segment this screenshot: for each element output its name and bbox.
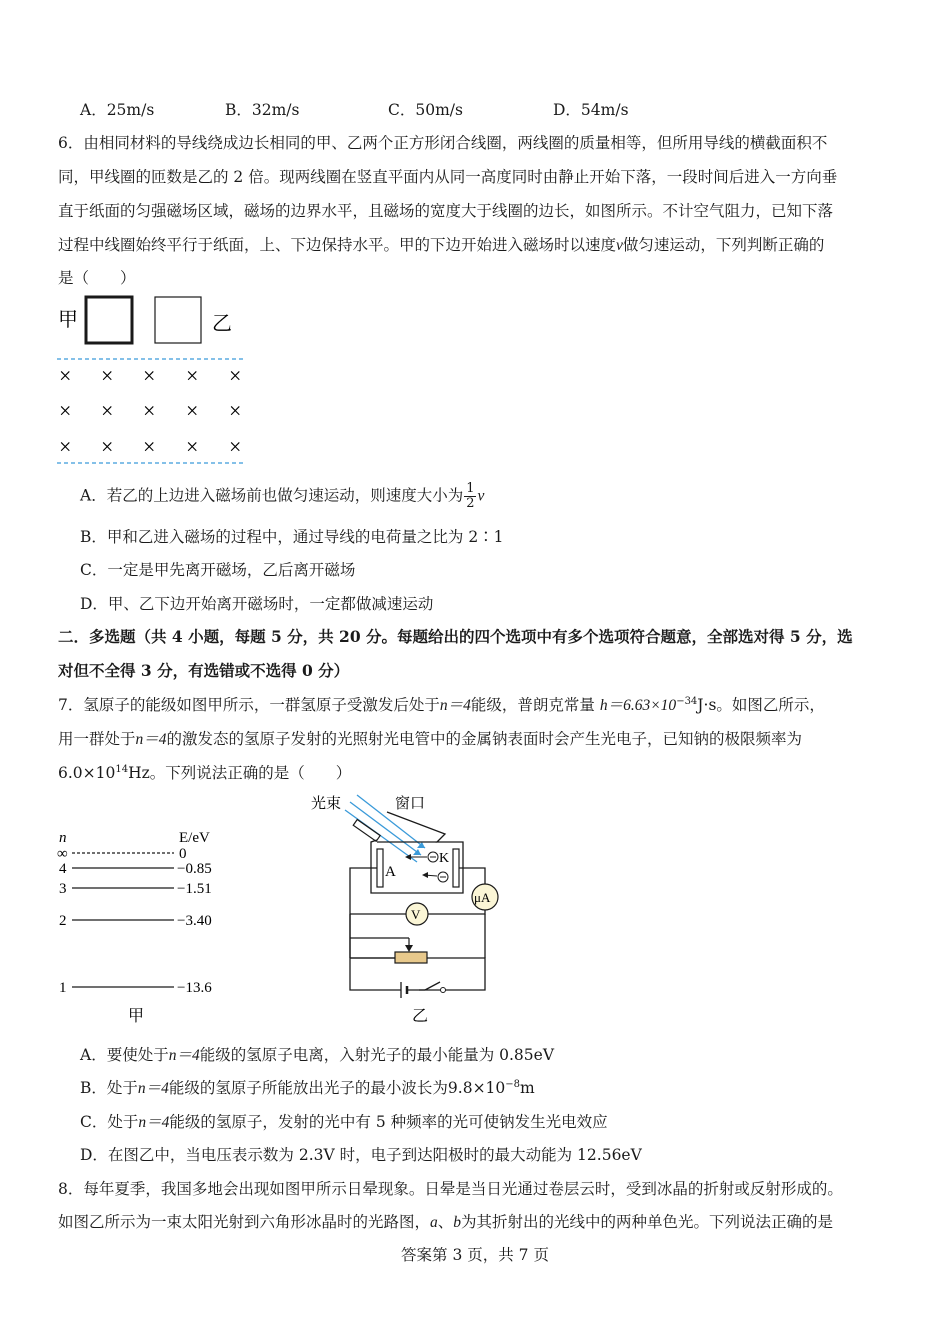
light-b: b: [453, 1214, 462, 1231]
q6-line-4-text: 过程中线圈始终平行于纸面，上、下边保持水平。甲的下边开始进入磁场时以速度: [58, 236, 617, 254]
q7-option-d: D．在图乙中，当电压表示数为 2.3V 时，电子到达阳极时的最大动能为 12.56eV: [80, 1146, 642, 1164]
diagram-caption-yi: 乙: [412, 1008, 429, 1025]
field-mark: ×: [229, 398, 242, 423]
planck-unit: J·s: [697, 696, 717, 714]
q8-line-2-a: 如图乙所示为一束太阳光射到六角形冰晶时的光路图，: [58, 1213, 431, 1231]
field-mark: ×: [186, 434, 199, 459]
q7-line-1-c: 。如图乙所示，: [716, 696, 825, 714]
q7-line-1-a: 7．氢原子的能级如图甲所示，一群氢原子受激发后处于: [58, 696, 440, 714]
n-equals-4: n＝4: [135, 731, 167, 748]
switch: [425, 982, 440, 990]
diagram-caption-jia: 甲: [128, 1008, 145, 1025]
q6-line-1: 6．由相同材料的导线绕成边长相同的甲、乙两个正方形闭合线圈，两线圈的质量相等，但所用导线的横截面积不: [58, 134, 828, 152]
fraction-denominator: 2: [466, 496, 475, 511]
cathode-label: K: [439, 851, 450, 866]
energy-axis-label: E/eV: [179, 830, 210, 846]
n-axis-label: n: [59, 830, 67, 846]
planck-exponent: −34: [676, 695, 698, 707]
q7-line-2-b: 的激发态的氢原子发射的光照射光电管中的金属钠表面时会产生光电子，已知钠的极限频率为: [166, 730, 803, 748]
window-label: 窗口: [395, 796, 426, 812]
q7-option-c-1: C．处于: [80, 1113, 139, 1131]
planck-constant: h＝6.63×10: [599, 697, 677, 714]
field-mark: ×: [186, 398, 199, 423]
coil-jia: [86, 297, 132, 343]
coil-yi: [155, 297, 201, 343]
circuit-wires: [350, 868, 485, 990]
photoelectric-circuit: [305, 790, 510, 1030]
q8-line-2-b: 为其折射出的光线中的两种单色光。下列说法正确的是: [461, 1213, 834, 1231]
field-mark: ×: [101, 398, 114, 423]
q5-option-d: D．54m/s: [553, 101, 629, 119]
coil-label-jia: 甲: [58, 309, 78, 331]
q7-option-b-1: B．处于: [80, 1079, 138, 1097]
light-beam-label: 光束: [311, 796, 342, 812]
field-mark: ×: [59, 434, 72, 459]
q8-line-2: [58, 1210, 833, 1232]
q6-line-2: 同，甲线圈的匝数是乙的 2 倍。现两线圈在竖直平面内从同一高度同时由静止开始下落，一段时间后进入一方向垂: [58, 168, 838, 186]
field-mark: ×: [59, 398, 72, 423]
q7-line-3: [58, 761, 351, 783]
q7-option-c-2: 能级的氢原子，发射的光中有 5 种频率的光可使钠发生光电效应: [169, 1113, 608, 1131]
field-mark: ×: [101, 434, 114, 459]
level-n-4: 4: [59, 861, 67, 877]
q7-option-a-1: A．要使处于: [80, 1046, 169, 1064]
rheostat: [395, 952, 427, 963]
field-mark: ×: [229, 363, 242, 388]
microammeter-label: μA: [474, 890, 491, 905]
light-a: a: [430, 1214, 438, 1231]
q6-line-4: [58, 233, 824, 255]
q6-option-a: [80, 482, 484, 511]
q7-option-b: [80, 1076, 535, 1098]
q7-line-1: [58, 693, 825, 715]
q5-option-b: B．32m/s: [225, 101, 300, 119]
q6-option-b: B．甲和乙进入磁场的过程中，通过导线的电荷量之比为 2∶1: [80, 528, 504, 546]
level-n-2: 2: [59, 913, 67, 929]
q7-line-2-a: 用一群处于: [58, 730, 136, 748]
n-equals-4: n＝4: [137, 1080, 169, 1097]
section2-heading-2: 对但不全得 3 分，有选错或不选得 0 分）: [58, 661, 350, 680]
q6-line-4-tail: 做匀速运动，下列判断正确的: [622, 236, 825, 254]
level-4-energy: −0.85: [177, 861, 212, 877]
section2-heading-1: 二．多选题（共 4 小题，每题 5 分，共 20 分。每题给出的四个选项中有多个选项符合题意，全部选对得 5 分，选: [58, 627, 853, 646]
frequency-unit: Hz: [128, 764, 150, 782]
field-mark: ×: [101, 363, 114, 388]
voltmeter-label: V: [411, 907, 421, 922]
level-3-energy: −1.51: [177, 881, 212, 897]
field-mark: ×: [186, 363, 199, 388]
field-mark: ×: [143, 398, 156, 423]
n-equals-4: n＝4: [138, 1114, 170, 1131]
n-equals-4: n＝4: [439, 697, 471, 714]
level-n-inf: ∞: [57, 846, 68, 862]
q6-line-5: 是（ ）: [58, 269, 136, 287]
coil-label-yi: 乙: [212, 313, 232, 335]
q5-option-a: A．25m/s: [80, 101, 155, 119]
switch-contact: [441, 988, 446, 993]
q5-option-c: C．50m/s: [388, 101, 463, 119]
level-1-energy: −13.6: [177, 980, 212, 996]
level-n-3: 3: [59, 881, 67, 897]
wavelength-unit: m: [520, 1079, 535, 1097]
energy-level-diagram: [52, 825, 232, 1030]
separator: 、: [437, 1213, 454, 1231]
sodium-frequency: 6.0×10: [58, 764, 116, 782]
q6-figure: [55, 293, 255, 468]
q7-line-2: [58, 727, 802, 749]
level-n-1: 1: [59, 980, 67, 996]
frequency-exponent: 14: [115, 763, 129, 775]
q6-option-a-text: A．若乙的上边进入磁场前也做匀速运动，则速度大小为: [80, 486, 464, 505]
q7-option-b-2: 能级的氢原子所能放出光子的最小波长为: [168, 1079, 448, 1097]
q7-option-c: [80, 1110, 608, 1132]
q6-option-d: D．甲、乙下边开始离开磁场时，一定都做减速运动: [80, 595, 434, 613]
field-mark: ×: [59, 363, 72, 388]
field-mark: ×: [143, 363, 156, 388]
n-equals-4: n＝4: [168, 1047, 200, 1064]
fraction-numerator: 1: [466, 481, 475, 496]
anode-plate: [377, 849, 383, 887]
var-v-2: v: [477, 487, 485, 505]
q8-line-1: 8．每年夏季，我国多地会出现如图甲所示日晕现象。日晕是当日光通过卷层云时，受到冰晶的折射或反射形成的。: [58, 1180, 843, 1198]
anode-label: A: [385, 864, 396, 880]
magnetic-field-marks: [59, 363, 241, 459]
field-mark: ×: [143, 434, 156, 459]
var-v: v: [616, 237, 623, 254]
window: [353, 820, 380, 842]
wavelength-value: 9.8×10: [447, 1079, 506, 1097]
q7-option-a: [80, 1043, 554, 1065]
page-footer: 答案第 3 页，共 7 页: [401, 1246, 549, 1264]
level-2-energy: −3.40: [177, 913, 212, 929]
fraction: [464, 482, 476, 511]
wavelength-exponent: −8: [505, 1078, 521, 1090]
q6-line-3: 直于纸面的匀强磁场区域，磁场的边界水平，且磁场的宽度大于线圈的边长，如图所示。不计空气阻力，已知下落: [58, 202, 834, 220]
q6-option-c: C．一定是甲先离开磁场，乙后离开磁场: [80, 561, 356, 579]
q7-line-3-tail: 。下列说法正确的是（ ）: [149, 764, 352, 782]
field-mark: ×: [229, 434, 242, 459]
cathode-plate: [453, 849, 459, 887]
level-inf-energy: 0: [179, 846, 187, 862]
q7-line-1-b: 能级，普朗克常量: [470, 696, 595, 714]
q7-option-a-2: 能级的氢原子电离，入射光子的最小能量为 0.85eV: [199, 1046, 555, 1064]
